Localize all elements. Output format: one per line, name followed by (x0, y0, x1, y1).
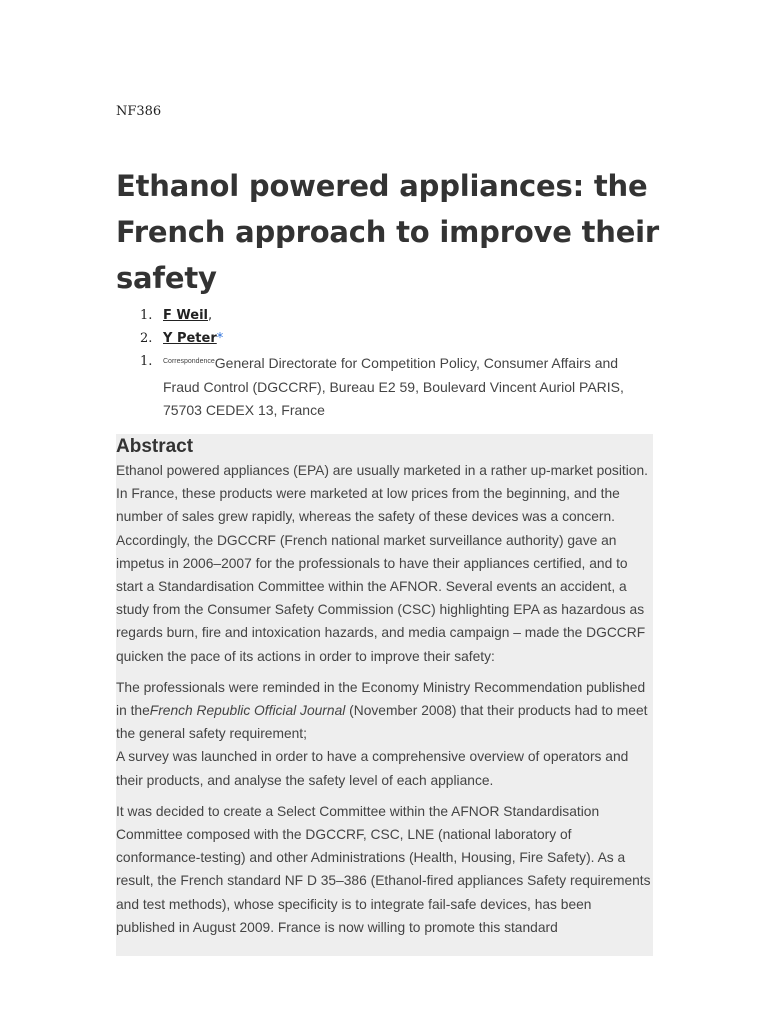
article-title: Ethanol powered appliances: the French approach to improve their safety (116, 169, 660, 295)
correspondence-link[interactable]: * (216, 331, 224, 346)
journal-name: French Republic Official Journal (149, 703, 346, 719)
paragraph-2-text-end: (November 2008) that their products had to meet the general safety requirement; (116, 703, 648, 742)
abstract-paragraph-2 (116, 676, 653, 746)
author-link-peter[interactable]: Y Peter (163, 331, 217, 346)
author-list (116, 304, 656, 423)
abstract-paragraph-3: A survey was launched in order to have a comprehensive overview of operators and their products, and analyse the safety level of each appliance. (116, 749, 629, 788)
author-item (116, 304, 656, 327)
affiliation-number: 1. (140, 354, 153, 369)
document-code: NF386 (116, 104, 162, 119)
author-item (116, 327, 656, 350)
author-separator: , (208, 308, 213, 323)
affiliation-text: General Directorate for Competition Policy, Consumer Affairs and Fraud Control (DGCCRF), Bureau E2 59, Boulevard Vincent Auriol PARIS, 75703 CEDEX 13, France (163, 355, 624, 418)
author-number: 2. (140, 331, 153, 346)
abstract-paragraph-1: Ethanol powered appliances (EPA) are usually marketed in a rather up-market position. In France, these products were marketed at low prices from the beginning, and the number of sales grew rapidly, whereas the safety of these devices was a concern. Accordingly, the DGCCRF (French national market surveillance authority) gave an impetus in 2006–2007 for the professionals to have their appliances certified, and to start a Standardisation Committee within the AFNOR. Several events an accident, a study from the Consumer Safety Commission (CSC) highlighting EPA as hazardous as regards burn, fire and intoxication hazards, and media campaign – made the DGCCRF quicken the pace of its actions in order to improve their safety: (116, 463, 648, 664)
affiliation-item (116, 350, 656, 423)
abstract-paragraph-4: It was decided to create a Select Committee within the AFNOR Standardisation Committee composed with the DGCCRF, CSC, LNE (national laboratory of conformance-testing) and other Administrations (Health, Housing, Fire Safety). As a result, the French standard NF D 35–386 (Ethanol-fired appliances Safety requirements and test methods), whose specificity is to integrate fail-safe devices, has been published in August 2009. France is now willing to promote this standard (116, 803, 651, 935)
abstract-section (116, 434, 653, 956)
author-link-weil[interactable]: F Weil (163, 308, 209, 323)
paragraph-2-text-start: The professionals were reminded in the Economy Ministry Recommendation published in the (116, 679, 646, 719)
author-number: 1. (140, 308, 153, 323)
correspondence-tag: Correspondence (163, 358, 215, 365)
abstract-heading: Abstract (116, 436, 194, 457)
